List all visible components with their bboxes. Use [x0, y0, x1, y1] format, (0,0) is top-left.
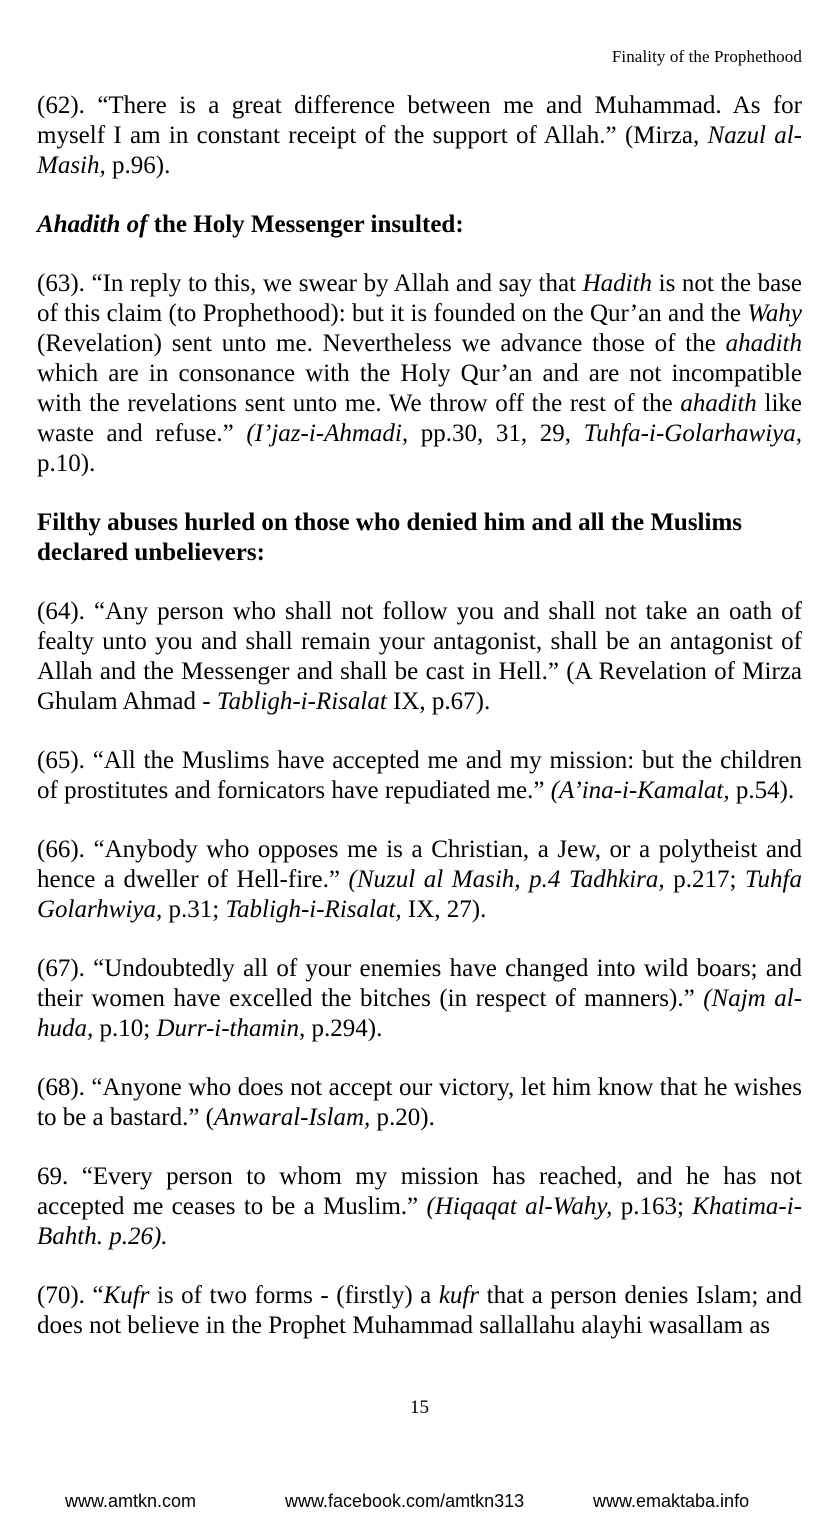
text-run: p.54).: [729, 777, 795, 804]
text-run: p.294).: [305, 1015, 383, 1042]
text-run: which are in consonance with the Holy Qur’an and are not incompatible with the revelations sent unto me. We throw off the rest of the: [37, 360, 802, 417]
quote-paragraph: [37, 1281, 802, 1341]
text-run: is of two forms - (firstly) a: [149, 1282, 439, 1309]
text-run: IX, 27).: [401, 896, 487, 923]
quote-paragraph: [37, 1073, 802, 1133]
text-run: the Holy Messenger insulted:: [147, 211, 464, 238]
italic-text: Anwaral-Islam,: [214, 1104, 371, 1131]
italic-text: (Nuzul al Masih, p.4 Tadhkira,: [348, 866, 665, 893]
running-header: Finality of the Prophethood: [611, 47, 802, 66]
text-run: (70). “: [37, 1282, 104, 1309]
text-run: (64). “Any person who shall not follow you and shall not take an oath of fealty unto you and shall remain your antagonist, shall be an antagonist of Allah and the Messenger and shall be cast in Hell.” (A Revelation of Mirza Ghulam Ahmad -: [37, 598, 802, 715]
italic-text: Ahadith of: [37, 211, 148, 238]
quote-paragraph: [37, 746, 802, 806]
text-run: p.217;: [664, 866, 745, 893]
italic-text: (I’jaz-i-Ahmadi,: [246, 420, 409, 447]
italic-text: Durr-i-thamin,: [156, 1015, 306, 1042]
quote-paragraph: [37, 835, 802, 925]
text-run: p.31;: [162, 896, 226, 923]
footer-link-emaktaba[interactable]: www.emaktaba.info: [593, 1491, 750, 1511]
quote-paragraph: [37, 269, 802, 479]
italic-text: Tuhfa-i-Golarhawiya,: [583, 420, 803, 447]
italic-text: Kufr: [103, 1282, 150, 1309]
text-run: p.96).: [105, 152, 171, 179]
text-run: (62). “There is a great difference between me and Muhammad. As for myself I am in constant receipt of the support of Allah.” (Mirza,: [37, 92, 802, 149]
italic-text: kufr: [438, 1282, 480, 1309]
text-run: (65). “All the Muslims have accepted me and my mission: but the children of prostitutes and fornicators have repudiated me.”: [37, 747, 802, 804]
page-body: [37, 91, 802, 1370]
text-run: is not the base of this claim (to Prophethood): but it is founded on the Qur’an and the: [37, 270, 803, 327]
italic-text: Wahy: [747, 300, 802, 327]
text-run: (66). “Anybody who opposes me is a Christian, a Jew, or a polytheist and hence a dweller of Hell-fire.”: [37, 836, 802, 893]
text-run: p.10;: [93, 1015, 157, 1042]
text-run: that a person denies Islam; and does not believe in the Prophet Muhammad sallallahu alayhi wasallam as: [37, 1282, 802, 1339]
section-heading: [37, 210, 802, 240]
text-run: like waste and refuse.”: [37, 390, 802, 447]
text-run: (67). “Undoubtedly all of your enemies have changed into wild boars; and their women have excelled the bitches (in respect of manners).”: [37, 955, 802, 1012]
italic-text: Tabligh-i-Risalat: [216, 688, 387, 715]
page-number: 15: [410, 1397, 429, 1418]
text-run: 69. “Every person to whom my mission has reached, and he has not accepted me ceases to be a Muslim.”: [37, 1163, 802, 1220]
text-run: (Revelation) sent unto me. Nevertheless we advance those of the: [37, 330, 726, 357]
italic-text: Tuhfa Golarhwiya,: [37, 866, 802, 923]
text-run: (68). “Anyone who does not accept our victory, let him know that he wishes to be a bastard.” (: [37, 1074, 802, 1131]
italic-text: (A’ina-i-Kamalat,: [550, 777, 730, 804]
document-page: [37, 0, 802, 1540]
italic-text: ahadith: [680, 390, 757, 417]
text-run: p.20).: [370, 1104, 435, 1131]
footer-link-facebook[interactable]: www.facebook.com/amtkn313: [285, 1491, 525, 1511]
text-run: p.10).: [37, 450, 96, 477]
text-run: pp.30, 31, 29,: [408, 420, 584, 447]
quote-paragraph: [37, 91, 802, 181]
text-run: Filthy abuses hurled on those who denied him and all the Muslims declared unbelievers:: [37, 509, 742, 566]
italic-text: ahadith: [725, 330, 802, 357]
section-heading: [37, 508, 802, 568]
quote-paragraph: [37, 954, 802, 1044]
italic-text: Khatima-i-Bahth. p.26).: [37, 1193, 802, 1250]
italic-text: Hadith: [582, 270, 653, 297]
quote-paragraph: [37, 1162, 802, 1252]
text-run: p.163;: [612, 1193, 693, 1220]
text-run: IX, p.67).: [386, 688, 491, 715]
italic-text: Tabligh-i-Risalat,: [225, 896, 402, 923]
text-run: (63). “In reply to this, we swear by Allah and say that: [37, 270, 583, 297]
italic-text: (Hiqaqat al-Wahy,: [426, 1193, 613, 1220]
italic-text: Nazul al-Masih,: [37, 122, 802, 179]
quote-paragraph: [37, 597, 802, 717]
italic-text: (Najm al-huda,: [37, 985, 802, 1042]
footer-link-amtkn[interactable]: www.amtkn.com: [65, 1491, 197, 1511]
